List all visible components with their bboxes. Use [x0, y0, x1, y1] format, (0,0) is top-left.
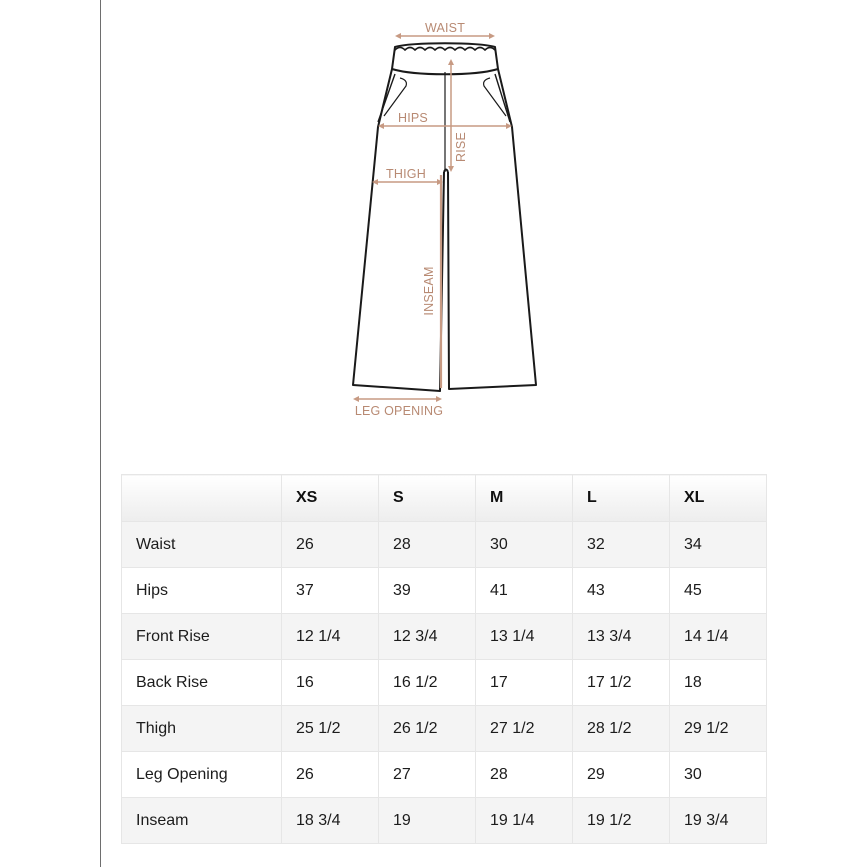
size-chart-table	[121, 474, 767, 844]
table-cell: 18 3/4	[282, 798, 379, 844]
table-cell: 39	[379, 568, 476, 614]
table-cell: 13 3/4	[573, 614, 670, 660]
table-cell: 29	[573, 752, 670, 798]
rise-label: RISE	[454, 132, 468, 162]
table-cell: 28	[379, 522, 476, 568]
table-cell: 41	[476, 568, 573, 614]
size-header-xs: XS	[282, 475, 379, 522]
row-label: Hips	[122, 568, 282, 614]
table-cell: 19 1/4	[476, 798, 573, 844]
table-cell: 30	[476, 522, 573, 568]
table-cell: 19	[379, 798, 476, 844]
table-cell: 12 1/4	[282, 614, 379, 660]
table-cell: 16	[282, 660, 379, 706]
header-row	[122, 475, 767, 522]
table-cell: 28 1/2	[573, 706, 670, 752]
row-label: Thigh	[122, 706, 282, 752]
table-row	[122, 752, 767, 798]
waist-label: WAIST	[424, 21, 466, 35]
table-cell: 26	[282, 752, 379, 798]
table-cell: 30	[670, 752, 767, 798]
row-label: Waist	[122, 522, 282, 568]
table-cell: 26 1/2	[379, 706, 476, 752]
measurement-guides	[353, 33, 512, 402]
table-cell: 34	[670, 522, 767, 568]
table-cell: 26	[282, 522, 379, 568]
hips-label: HIPS	[398, 111, 428, 125]
table-cell: 12 3/4	[379, 614, 476, 660]
left-border-line	[100, 0, 101, 867]
table-cell: 29 1/2	[670, 706, 767, 752]
table-cell: 27	[379, 752, 476, 798]
row-label: Inseam	[122, 798, 282, 844]
table-cell: 19 3/4	[670, 798, 767, 844]
table-row	[122, 798, 767, 844]
table-row	[122, 660, 767, 706]
header-blank-cell	[122, 475, 282, 522]
table-cell: 13 1/4	[476, 614, 573, 660]
row-label: Front Rise	[122, 614, 282, 660]
table-cell: 19 1/2	[573, 798, 670, 844]
row-label: Leg Opening	[122, 752, 282, 798]
table-cell: 18	[670, 660, 767, 706]
pants-outline	[353, 43, 536, 391]
inseam-label: INSEAM	[422, 266, 436, 316]
leg-opening-label: LEG OPENING	[354, 404, 444, 418]
table-cell: 25 1/2	[282, 706, 379, 752]
table-cell: 16 1/2	[379, 660, 476, 706]
size-header-m: M	[476, 475, 573, 522]
size-chart-body	[122, 522, 767, 844]
table-row	[122, 706, 767, 752]
table-row	[122, 568, 767, 614]
table-row	[122, 614, 767, 660]
table-row	[122, 522, 767, 568]
pants-measurement-diagram	[340, 12, 550, 427]
size-chart-header	[122, 475, 767, 522]
table-cell: 17 1/2	[573, 660, 670, 706]
table-cell: 27 1/2	[476, 706, 573, 752]
table-cell: 45	[670, 568, 767, 614]
size-header-xl: XL	[670, 475, 767, 522]
size-header-l: L	[573, 475, 670, 522]
row-label: Back Rise	[122, 660, 282, 706]
table-cell: 14 1/4	[670, 614, 767, 660]
table-cell: 43	[573, 568, 670, 614]
table-cell: 37	[282, 568, 379, 614]
thigh-label: THIGH	[386, 167, 426, 181]
table-cell: 32	[573, 522, 670, 568]
table-cell: 28	[476, 752, 573, 798]
size-header-s: S	[379, 475, 476, 522]
table-cell: 17	[476, 660, 573, 706]
